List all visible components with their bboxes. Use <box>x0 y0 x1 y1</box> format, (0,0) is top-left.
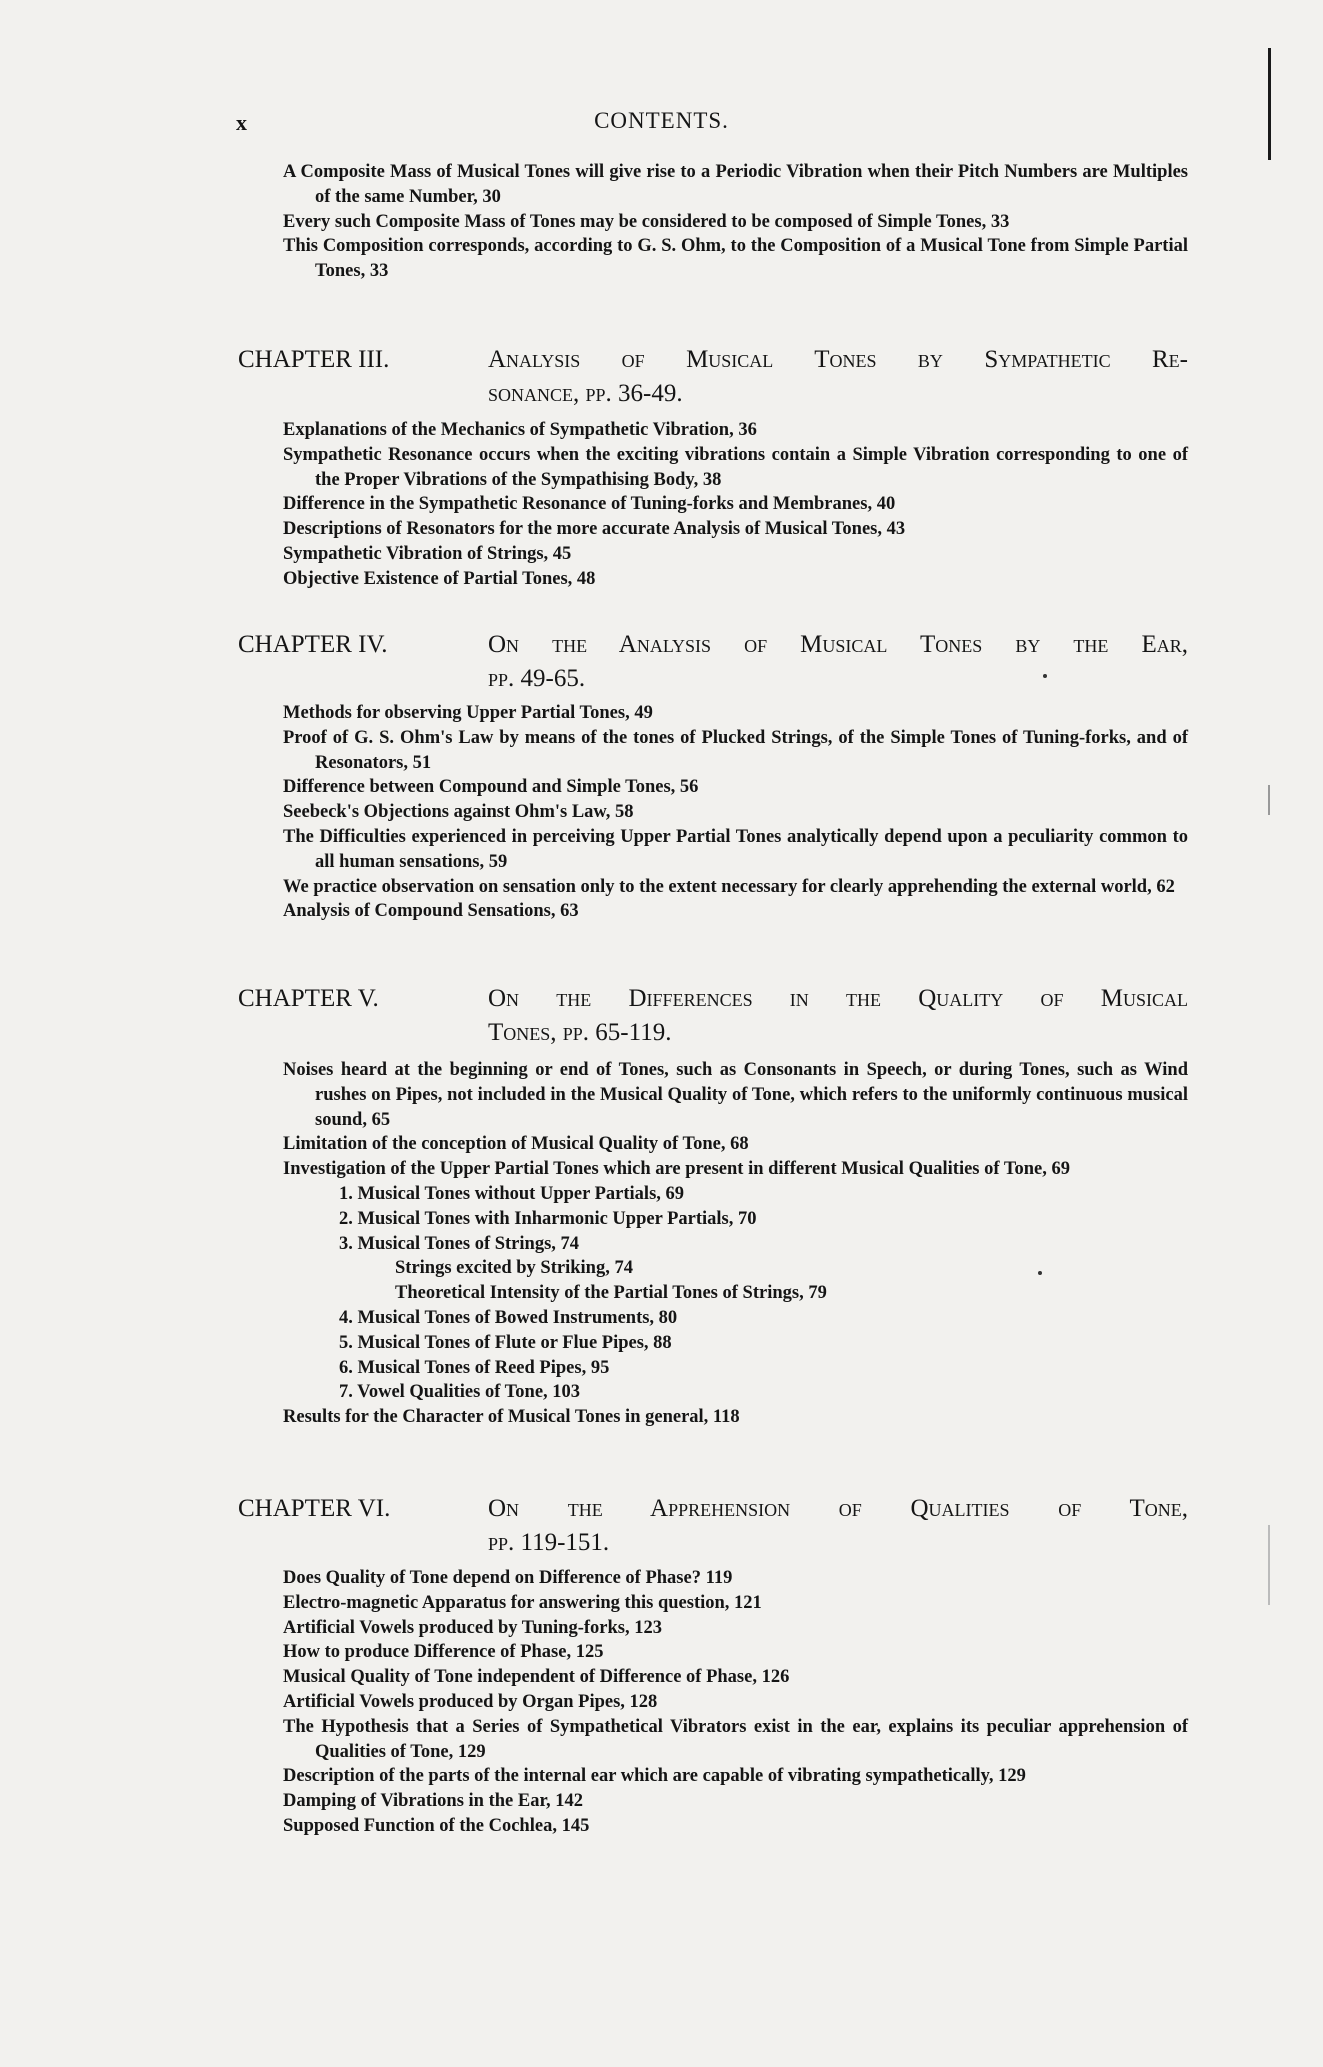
toc-entry: Supposed Function of the Cochlea, 145 <box>283 1815 590 1836</box>
toc-sub-sub-entry: Theoretical Intensity of the Partial Tones of Strings, 79 <box>395 1283 827 1304</box>
toc-entry: Objective Existence of Partial Tones, 48 <box>283 568 596 589</box>
print-speck <box>1038 1271 1042 1275</box>
chapter-title: On the Differences in the Quality of Musical <box>488 985 1188 1012</box>
chapter-entries <box>283 418 1188 592</box>
page-edge-mark <box>1268 1525 1270 1605</box>
chapter-label: CHAPTER VI. <box>238 1495 391 1522</box>
toc-entry: Analysis of Compound Sensations, 63 <box>283 901 579 922</box>
chapter-title-cont: pp. 49-65. <box>488 665 586 692</box>
chapter-title: Analysis of Musical Tones by Sympathetic Re- <box>488 346 1188 373</box>
toc-entry: Sympathetic Vibration of Strings, 45 <box>283 543 572 564</box>
intro-entries <box>283 160 1188 284</box>
toc-entry: Results for the Character of Musical Tones in general, 118 <box>283 1407 740 1428</box>
toc-entry: Proof of G. S. Ohm's Law by means of the tones of Plucked Strings, of the Simple Tones of Tuning-forks, and of Resonators, 51 <box>283 727 1188 773</box>
toc-entry: Investigation of the Upper Partial Tones which are present in different Musical Qualities of Tone, 69 <box>283 1159 1070 1180</box>
toc-entry: Does Quality of Tone depend on Difference of Phase? 119 <box>283 1568 733 1588</box>
toc-entry: Description of the parts of the internal ear which are capable of vibrating sympathetically, 129 <box>283 1766 1026 1787</box>
chapter-title: On the Apprehension of Qualities of Tone, <box>488 1495 1188 1522</box>
chapter-title: On the Analysis of Musical Tones by the Ear, <box>488 631 1188 658</box>
toc-sub-entry: 5. Musical Tones of Flute or Flue Pipes, 88 <box>339 1332 672 1353</box>
toc-entry: A Composite Mass of Musical Tones will give rise to a Periodic Vibration when their Pitch Numbers are Multiples of the same Number, 30 <box>283 162 1188 207</box>
chapter-label: CHAPTER III. <box>238 346 390 373</box>
page-number: x <box>236 110 247 135</box>
toc-sub-entry: 1. Musical Tones without Upper Partials, 69 <box>339 1183 685 1204</box>
toc-sub-sub-entry: Strings excited by Striking, 74 <box>395 1258 633 1279</box>
toc-entry: Difference in the Sympathetic Resonance of Tuning-forks and Membranes, 40 <box>283 494 896 515</box>
chapter-title-cont: pp. 119-151. <box>488 1529 610 1556</box>
toc-entry: Every such Composite Mass of Tones may be considered to be composed of Simple Tones, 33 <box>283 211 1010 232</box>
toc-entry: Limitation of the conception of Musical Quality of Tone, 68 <box>283 1134 749 1155</box>
chapter-label: CHAPTER IV. <box>238 631 388 658</box>
toc-entry: Difference between Compound and Simple Tones, 56 <box>283 777 699 798</box>
toc-entry: The Hypothesis that a Series of Sympathetical Vibrators exist in the ear, explains its peculiar apprehension of Qualities of Tone, 129 <box>283 1716 1188 1762</box>
toc-entry: Seebeck's Objections against Ohm's Law, 58 <box>283 802 634 823</box>
chapter-entries <box>283 701 1188 924</box>
toc-entry: Descriptions of Resonators for the more accurate Analysis of Musical Tones, 43 <box>283 519 906 540</box>
chapter-title-cont: sonance, pp. 36-49. <box>488 380 683 407</box>
toc-entry: The Difficulties experienced in perceiving Upper Partial Tones analytically depend upon a peculiarity common to all human sensations, 59 <box>283 826 1188 872</box>
toc-entry: Electro-magnetic Apparatus for answering this question, 121 <box>283 1592 762 1613</box>
toc-entry: Damping of Vibrations in the Ear, 142 <box>283 1791 583 1812</box>
print-speck <box>1043 674 1047 678</box>
chapter-title-cont: Tones, pp. 65-119. <box>488 1019 672 1046</box>
toc-entry: How to produce Difference of Phase, 125 <box>283 1642 604 1663</box>
page-edge-mark <box>1268 785 1270 815</box>
chapter-label: CHAPTER V. <box>238 985 379 1012</box>
toc-entry: Musical Quality of Tone independent of Difference of Phase, 126 <box>283 1667 790 1688</box>
toc-entry: Sympathetic Resonance occurs when the exciting vibrations contain a Simple Vibration corresponding to one of the Proper Vibrations of the Sympathising Body, 38 <box>283 444 1188 490</box>
toc-entry: Artificial Vowels produced by Tuning-forks, 123 <box>283 1617 662 1638</box>
toc-entry: We practice observation on sensation only to the extent necessary for clearly apprehending the external world, 62 <box>283 876 1175 897</box>
toc-entry: Explanations of the Mechanics of Sympathetic Vibration, 36 <box>283 420 757 440</box>
toc-sub-entry: 3. Musical Tones of Strings, 74 <box>339 1233 580 1254</box>
chapter-entries <box>283 1566 1188 1839</box>
toc-entry: Noises heard at the beginning or end of Tones, such as Consonants in Speech, or during Tones, such as Wind rushes on Pipes, not included in the Musical Quality of Tone, which refers to the uniformly continuous musical sound, 65 <box>283 1060 1188 1130</box>
toc-entry: This Composition corresponds, according to G. S. Ohm, to the Composition of a Musical Tone from Simple Partial Tones, 33 <box>283 236 1188 282</box>
chapter-entries <box>283 1058 1188 1430</box>
page-edge-mark <box>1268 48 1271 160</box>
toc-sub-entry: 4. Musical Tones of Bowed Instruments, 80 <box>339 1307 678 1328</box>
toc-entry: Methods for observing Upper Partial Tones, 49 <box>283 703 653 723</box>
toc-sub-entry: 2. Musical Tones with Inharmonic Upper Partials, 70 <box>339 1208 757 1229</box>
toc-sub-entry: 6. Musical Tones of Reed Pipes, 95 <box>339 1357 610 1378</box>
running-head: CONTENTS. <box>594 108 729 133</box>
toc-entry: Artificial Vowels produced by Organ Pipes, 128 <box>283 1691 658 1712</box>
toc-sub-entry: 7. Vowel Qualities of Tone, 103 <box>339 1382 581 1403</box>
